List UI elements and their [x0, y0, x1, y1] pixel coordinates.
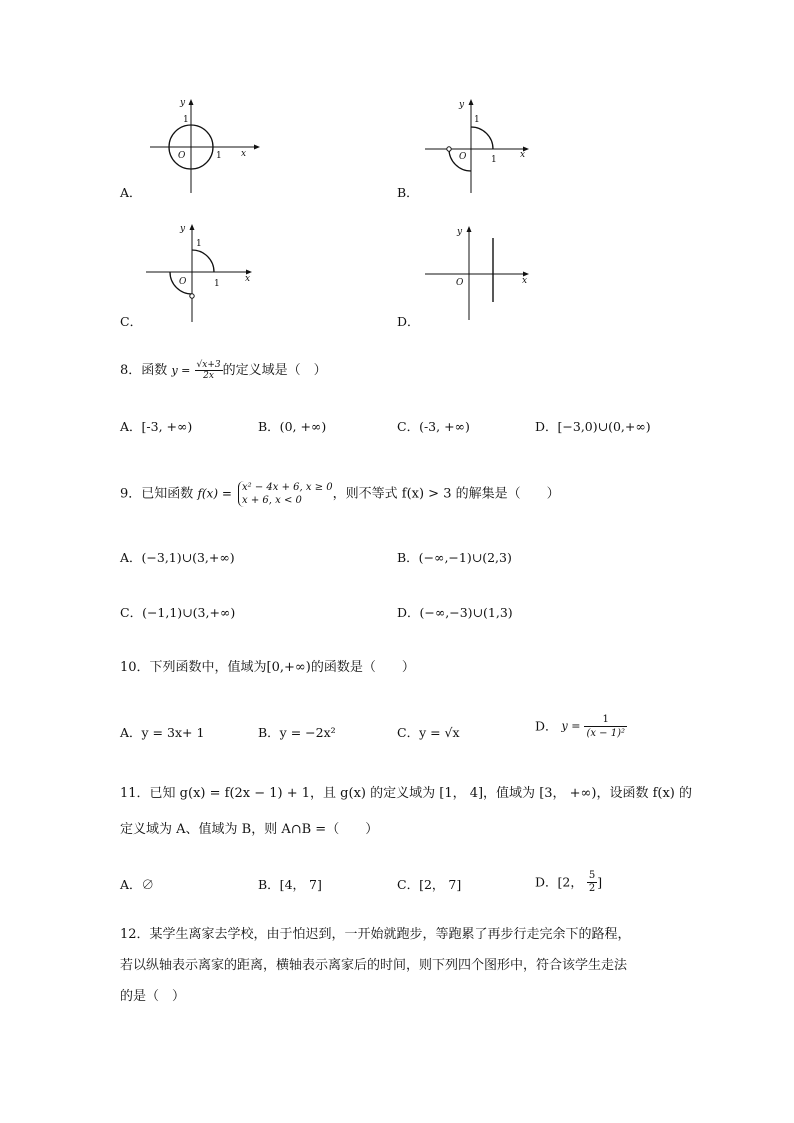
graph-b-origin: O: [459, 152, 467, 162]
q8-option-d[interactable]: D．[−3,0)∪(0,+∞): [535, 419, 651, 434]
q8-fraction: [195, 360, 223, 381]
q9-case-1: x² − 4x + 6, x ≥ 0: [242, 482, 333, 493]
q9-option-b[interactable]: B．(−∞,−1)∪(2,3): [397, 550, 512, 565]
question-12-line-2: 若以纵轴表示离家的距离，横轴表示离家后的时间，则下列四个图形中，符合该学生走法: [120, 958, 628, 973]
graph-d-origin: O: [456, 278, 464, 288]
q8-y-eq: y =: [171, 364, 191, 377]
graph-option-b[interactable]: [397, 95, 547, 205]
graph-option-d[interactable]: [397, 222, 547, 334]
q11-option-d-numerator: 5: [588, 870, 596, 881]
question-8: [120, 360, 327, 381]
q8-option-a[interactable]: A．[-3, +∞): [120, 419, 193, 434]
graph-c-figure: [142, 222, 262, 332]
q10-option-d-lhs: y =: [561, 719, 581, 733]
q9-number: 9．: [120, 486, 142, 502]
q11-option-d[interactable]: [535, 870, 602, 895]
q10-option-d[interactable]: [535, 713, 627, 740]
q10-option-d-denominator: (x − 1)²: [586, 728, 625, 739]
q12-number: 12．: [120, 927, 150, 942]
q9-option-d[interactable]: D．(−∞,−3)∪(1,3): [397, 605, 513, 620]
q11-option-d-label: D．[2，: [535, 874, 583, 890]
q10-option-d-numerator: 1: [584, 713, 627, 727]
graph-b-tick-x: 1: [491, 155, 497, 165]
q8-number: 8．: [120, 363, 142, 378]
q11-option-c[interactable]: C．[2， 7]: [397, 877, 462, 892]
question-11-line-2: 定义域为 A、值域为 B，则 A∩B =（ ）: [120, 822, 379, 837]
q10-option-d-fraction: [584, 713, 627, 740]
q12-line-1-text: 某学生离家去学校，由于怕迟到，一开始就跑步，等跑累了再步行走完余下的路程，: [149, 927, 631, 942]
question-12-line-3: 的是（ ）: [120, 989, 186, 1004]
graph-b-y-label: y: [459, 100, 465, 110]
graph-a-tick-x: 1: [216, 151, 222, 161]
q8-prefix: 函数: [141, 363, 168, 378]
q11-number: 11．: [120, 786, 150, 801]
q11-line-1-text: 已知 g(x) = f(2x − 1) + 1，且 g(x) 的定义域为 [1， 4]，值域为 [3， +∞)，设函数 f(x) 的: [149, 786, 693, 801]
q10-number: 10．: [120, 660, 150, 675]
q9-option-c[interactable]: C．(−1,1)∪(3,+∞): [120, 605, 236, 620]
graph-d-y-label: y: [457, 227, 463, 237]
graph-a-origin: O: [178, 151, 186, 161]
question-9: [120, 481, 560, 507]
q10-option-c[interactable]: C．y = √x: [397, 725, 460, 740]
q9-prefix: 已知函数: [141, 486, 194, 502]
q11-option-d-close: ]: [597, 874, 603, 890]
question-10: [120, 658, 415, 678]
graph-a-x-label: x: [241, 149, 247, 159]
q11-option-d-denominator: 2: [588, 883, 596, 894]
q9-case-2: x + 6, x < 0: [242, 495, 302, 506]
q8-denominator: 2x: [203, 371, 214, 381]
q10-option-b[interactable]: B．y = −2x²: [258, 725, 336, 740]
graph-c-origin: O: [179, 277, 187, 287]
q9-fx: f(x) =: [197, 486, 232, 501]
q10-option-d-label: D．: [535, 718, 558, 734]
question-11-line-1: [120, 784, 692, 804]
graph-c-tick-y: 1: [196, 239, 202, 249]
q8-numerator: √x+3: [196, 360, 221, 370]
graph-d-figure: [419, 222, 539, 332]
graph-d-x-label: x: [522, 276, 528, 286]
graph-c-tick-x: 1: [214, 279, 220, 289]
graph-a-figure: [144, 95, 264, 205]
graph-a-y-label: y: [180, 98, 186, 108]
q9-option-a[interactable]: A．(−3,1)∪(3,+∞): [120, 550, 235, 565]
graph-option-a[interactable]: [120, 95, 270, 205]
q10-text: 下列函数中，值域为[0,+∞)的函数是（ ）: [149, 660, 415, 675]
q8-suffix: 的定义域是（ ）: [222, 363, 327, 378]
graph-c-x-label: x: [245, 274, 251, 284]
q9-piecewise: [238, 481, 333, 507]
q8-option-b[interactable]: B．(0, +∞): [258, 419, 327, 434]
graph-a-tick-y: 1: [183, 115, 189, 125]
graph-b-figure: [419, 95, 539, 205]
option-d-label: D．: [397, 314, 420, 329]
option-a-label: A．: [120, 185, 142, 200]
q11-option-d-fraction: [587, 870, 597, 895]
q9-suffix: ，则不等式 f(x) > 3 的解集是（ ）: [332, 486, 560, 502]
q10-option-a[interactable]: A．y = 3x+ 1: [120, 725, 205, 740]
graph-option-c[interactable]: [120, 222, 270, 334]
graph-b-x-label: x: [520, 150, 526, 160]
q11-option-b[interactable]: B．[4， 7]: [258, 877, 322, 892]
graph-b-tick-y: 1: [474, 115, 480, 125]
question-12-line-1: [120, 925, 631, 945]
q8-option-c[interactable]: C．(-3, +∞): [397, 419, 470, 434]
q11-option-a[interactable]: A．∅: [120, 877, 155, 892]
option-b-label: B．: [397, 185, 419, 200]
option-c-label: C．: [120, 314, 143, 329]
graph-c-y-label: y: [180, 224, 186, 234]
